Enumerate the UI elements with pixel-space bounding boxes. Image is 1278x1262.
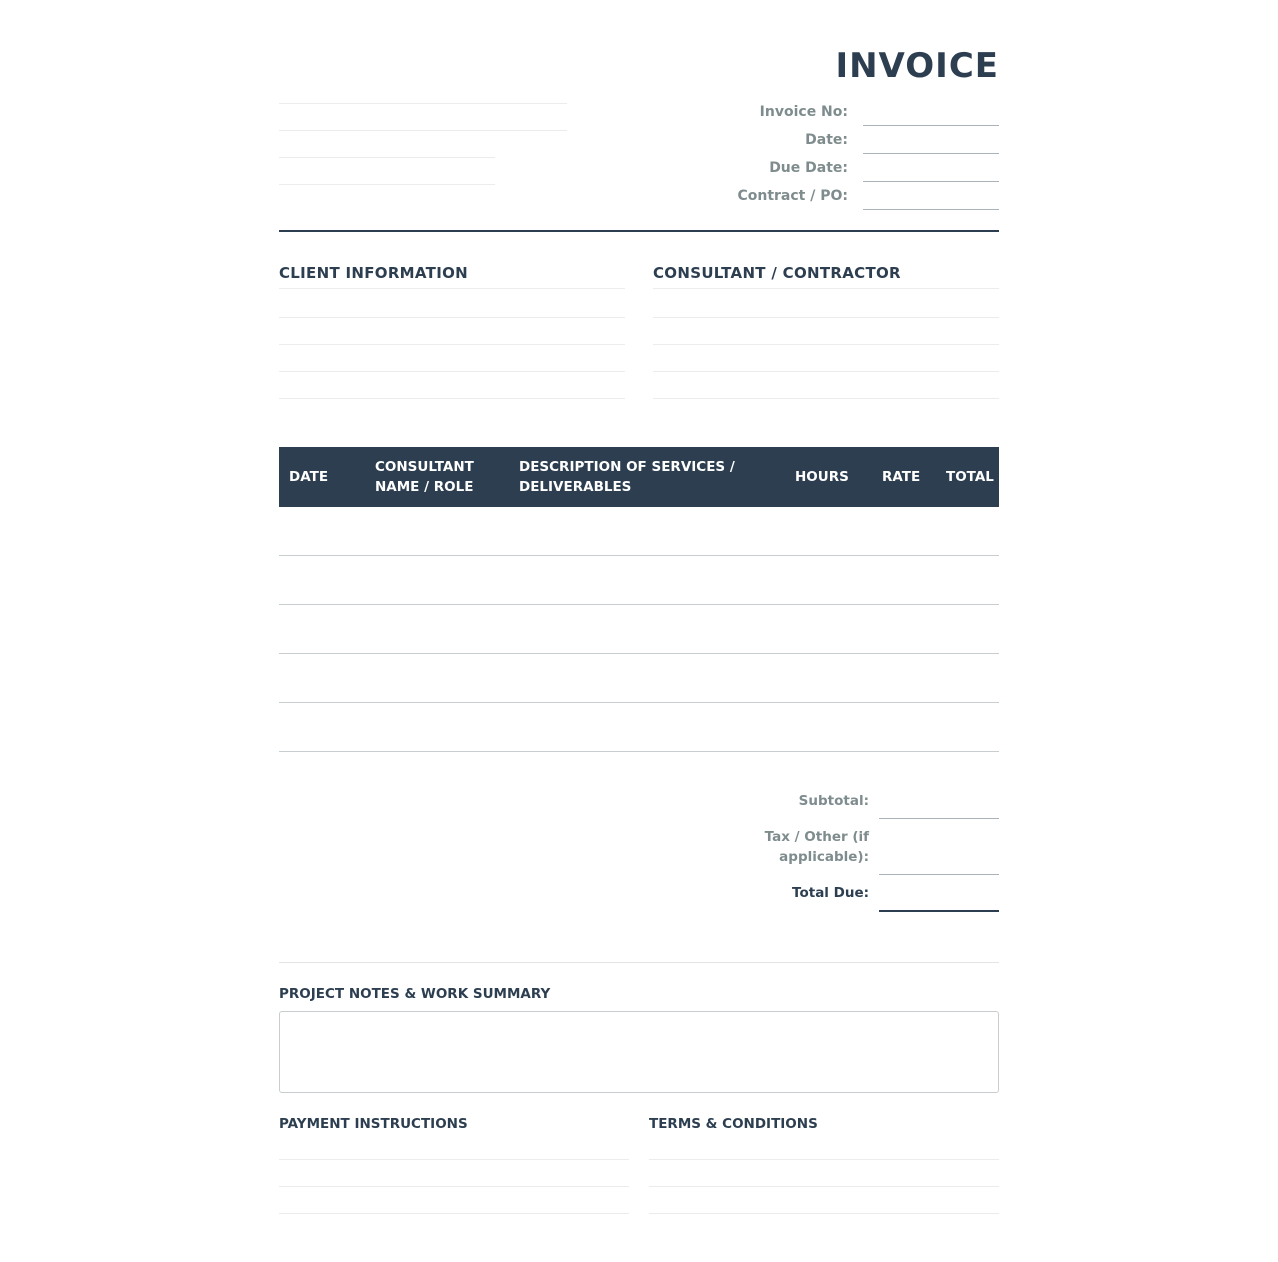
total-due-field[interactable] (879, 910, 999, 912)
due-date-field[interactable] (863, 181, 999, 182)
due-date-label: Due Date: (769, 160, 848, 176)
table-row[interactable] (279, 555, 999, 556)
terms-heading: TERMS & CONDITIONS (649, 1116, 818, 1132)
col-consultant-label-line2: NAME / ROLE (375, 479, 474, 495)
col-description-label-line2: DELIVERABLES (519, 479, 632, 495)
project-notes-box[interactable] (279, 1011, 999, 1093)
terms-line[interactable] (649, 1186, 999, 1187)
invoice-title: INVOICE (835, 46, 999, 86)
col-rate-label: RATE (882, 469, 921, 485)
subtotal-field[interactable] (879, 818, 999, 819)
payment-instructions-heading: PAYMENT INSTRUCTIONS (279, 1116, 468, 1132)
consultant-info-line[interactable] (653, 317, 999, 318)
col-total-label: TOTAL (946, 469, 994, 485)
invoice-no-label: Invoice No: (759, 104, 848, 120)
client-info-line[interactable] (279, 344, 625, 345)
col-hours-header (795, 467, 849, 487)
client-info-line[interactable] (279, 288, 625, 289)
sender-line[interactable] (279, 103, 567, 104)
sender-line[interactable] (279, 184, 495, 185)
payment-line[interactable] (279, 1159, 629, 1160)
col-date-label: DATE (289, 469, 329, 485)
table-row[interactable] (279, 653, 999, 654)
terms-line[interactable] (649, 1159, 999, 1160)
col-date-header (289, 467, 328, 487)
table-row[interactable] (279, 751, 999, 752)
client-info-line[interactable] (279, 371, 625, 372)
project-notes-heading: PROJECT NOTES & WORK SUMMARY (279, 986, 551, 1002)
client-info-line[interactable] (279, 317, 625, 318)
contract-po-field[interactable] (863, 209, 999, 210)
date-label: Date: (805, 132, 848, 148)
col-consultant-label-line1: CONSULTANT (375, 459, 474, 475)
section-divider (279, 962, 999, 963)
tax-label (669, 827, 869, 867)
terms-line[interactable] (649, 1213, 999, 1214)
consultant-info-line[interactable] (653, 398, 999, 399)
payment-line[interactable] (279, 1213, 629, 1214)
consultant-info-line[interactable] (653, 344, 999, 345)
tax-label-line2: applicable): (779, 849, 869, 865)
col-description-label-line1: DESCRIPTION OF SERVICES / (519, 459, 735, 475)
invoice-no-field[interactable] (863, 125, 999, 126)
date-field[interactable] (863, 153, 999, 154)
table-row[interactable] (279, 702, 999, 703)
col-hours-label: HOURS (795, 469, 849, 485)
col-consultant-header (375, 457, 474, 497)
tax-field[interactable] (879, 874, 999, 875)
sender-line[interactable] (279, 157, 495, 158)
consultant-info-line[interactable] (653, 371, 999, 372)
services-table-header (279, 447, 999, 507)
consultant-info-line[interactable] (653, 288, 999, 289)
sender-line[interactable] (279, 130, 567, 131)
col-total-header (946, 467, 994, 487)
total-due-label: Total Due: (792, 885, 869, 901)
client-info-line[interactable] (279, 398, 625, 399)
client-info-heading: CLIENT INFORMATION (279, 264, 468, 282)
col-rate-header (882, 467, 920, 487)
table-row[interactable] (279, 604, 999, 605)
tax-label-line1: Tax / Other (if (764, 829, 869, 845)
payment-line[interactable] (279, 1186, 629, 1187)
contract-po-label: Contract / PO: (737, 188, 848, 204)
header-divider (279, 230, 999, 232)
subtotal-label: Subtotal: (798, 793, 869, 809)
col-description-header (519, 457, 735, 497)
consultant-heading: CONSULTANT / CONTRACTOR (653, 264, 901, 282)
